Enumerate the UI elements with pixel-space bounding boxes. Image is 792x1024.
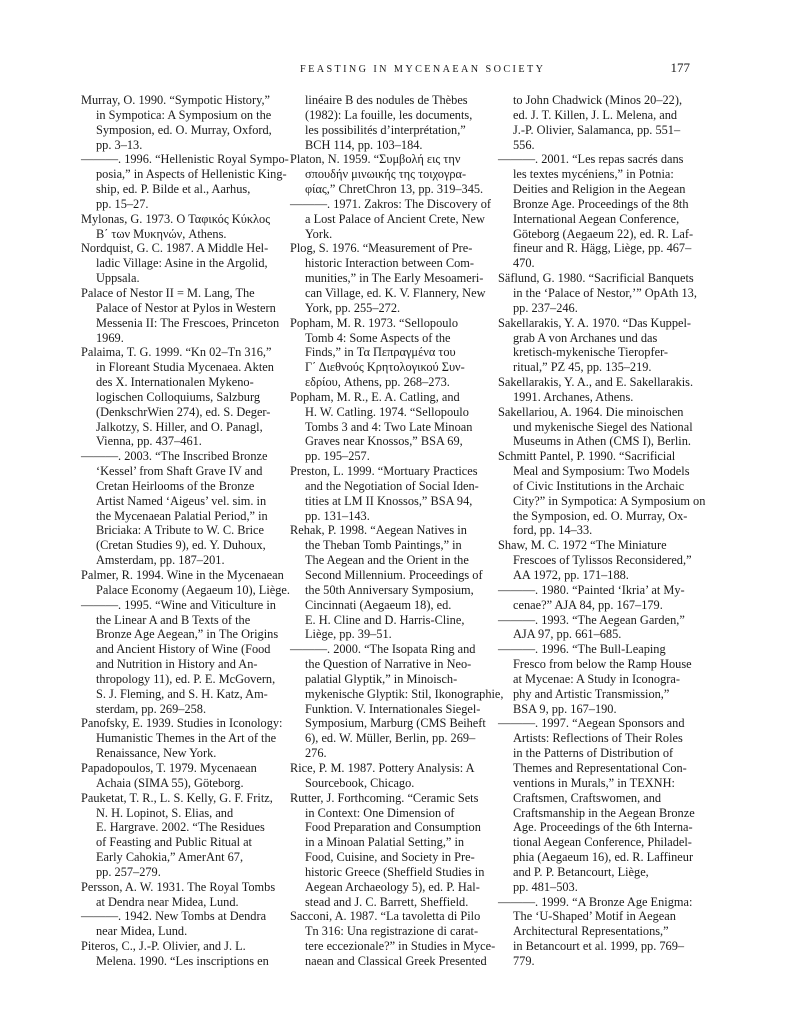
bibliography-entry — [290, 790, 511, 910]
bibliography-entry — [498, 612, 719, 643]
entry-line: munities,” in The Early Mesoameri- — [305, 271, 484, 286]
bibliography-entry — [290, 464, 511, 523]
bibliography-entry — [498, 894, 719, 969]
entry-line: cenae?” AJA 84, pp. 167–179. — [513, 597, 663, 612]
entry-line: Plog, S. 1976. “Measurement of Pre- — [290, 241, 473, 256]
entry-line: φίας,” ChretChron 13, pp. 319–345. — [305, 182, 484, 197]
entry-line: und mykenische Siegel des National — [513, 419, 693, 434]
bibliography-entry — [290, 523, 511, 642]
entry-line: phia (Aegaeum 16), ed. R. Laffineur — [513, 850, 694, 865]
entry-line: Papadopoulos, T. 1979. Mycenaean — [81, 760, 257, 775]
bibliography-entry — [290, 152, 511, 197]
bibliography-entry — [290, 642, 511, 761]
entry-line: Deities and Religion in the Aegean — [513, 182, 686, 197]
entry-line: E. H. Cline and D. Harris-Cline, — [305, 612, 465, 627]
entry-line: pp. 257–279. — [96, 864, 161, 879]
entry-line: Schmitt Pantel, P. 1990. “Sacrificial — [498, 449, 676, 464]
entry-line: ———. 1996. “Hellenistic Royal Sympo- — [81, 152, 289, 167]
bibliography-column-left — [81, 93, 302, 969]
entry-line: Säflund, G. 1980. “Sacrificial Banquets — [498, 271, 694, 286]
entry-line: near Midea, Lund. — [96, 924, 188, 939]
bibliography-entry — [498, 375, 719, 405]
entry-line: Early Cahokia,” AmerAnt 67, — [96, 850, 244, 865]
entry-line: pp. 3–13. — [96, 137, 143, 152]
entry-line: in Context: One Dimension of — [305, 805, 455, 820]
bibliography-entry — [498, 152, 719, 271]
entry-line: 1969. — [96, 330, 124, 345]
entry-line: and Ancient History of Wine (Food — [96, 642, 271, 657]
entry-line: historic Greece (Sheffield Studies in — [305, 864, 485, 879]
entry-line: ship, ed. P. Bilde et al., Aarhus, — [96, 182, 251, 197]
entry-line: Sakellarakis, Y. A. 1970. “Das Kuppel- — [498, 315, 692, 330]
entry-line: sterdam, pp. 269–258. — [96, 701, 207, 716]
bibliography-entry — [81, 597, 302, 717]
entry-line: mykenische Glyptik: Stil, Ikonographie, — [305, 686, 504, 701]
entry-line: Symposium, Marburg (CMS Beiheft — [305, 716, 486, 731]
entry-line: International Aegean Conference, — [513, 211, 680, 226]
entry-line: ritual,” PZ 45, pp. 135–219. — [513, 360, 652, 375]
bibliography-entry — [498, 271, 719, 316]
entry-line: in a Minoan Palatial Setting,” in — [305, 835, 465, 850]
entry-line: York, pp. 255–272. — [305, 300, 401, 315]
entry-line: Graves near Knossos,” BSA 69, — [305, 434, 463, 449]
entry-line: City?” in Sympotica: A Symposium on — [513, 493, 706, 508]
bibliography-entry — [81, 449, 302, 568]
bibliography-entry — [498, 315, 719, 375]
entry-line: ———. 1997. “Aegean Sponsors and — [498, 716, 685, 731]
entry-line: Meal and Symposium: Two Models — [513, 464, 690, 479]
entry-line: Architectural Representations,” — [513, 924, 669, 939]
entry-line: tities at LM II Knossos,” BSA 94, — [305, 493, 473, 508]
entry-line: the Question of Narrative in Neo- — [305, 657, 472, 672]
entry-line: naean and Classical Greek Presented — [305, 953, 487, 968]
entry-line: BCH 114, pp. 103–184. — [305, 137, 423, 152]
bibliography-entry — [81, 241, 302, 286]
entry-line: and the Negotiation of Social Iden- — [305, 478, 479, 493]
entry-line: (Cretan Studies 9), ed. Y. Duhoux, — [96, 538, 266, 553]
entry-line: Craftsmanship in the Aegean Bronze — [513, 805, 695, 820]
entry-line: Palace of Nestor at Pylos in Western — [96, 300, 276, 315]
page-number: 177 — [670, 60, 690, 75]
entry-line: tere eccezionale?” in Studies in Myce- — [305, 939, 496, 954]
entry-line: εδρίου, Athens, pp. 268–273. — [305, 375, 450, 390]
bibliography-entry — [81, 879, 302, 910]
entry-line: AA 1972, pp. 171–188. — [513, 568, 629, 582]
entry-line: ———. 1995. “Wine and Viticulture in — [81, 597, 276, 612]
entry-line: ———. 2003. “The Inscribed Bronze — [81, 449, 268, 464]
entry-line: Food Preparation and Consumption — [305, 820, 481, 835]
bibliography-entry — [81, 760, 302, 791]
entry-line: Pauketat, T. R., L. S. Kelly, G. F. Fritz, — [81, 790, 273, 805]
entry-line: 470. — [513, 256, 535, 271]
entry-line: (DenkschrWien 274), ed. S. Deger- — [96, 404, 271, 419]
entry-line: Preston, L. 1999. “Mortuary Practices — [290, 464, 478, 479]
entry-line: les possibilités d’interprétation,” — [305, 122, 466, 137]
entry-line: Tomb 4: Some Aspects of the — [305, 330, 451, 345]
entry-line: ———. 1999. “A Bronze Age Enigma: — [498, 894, 693, 909]
bibliography-entry — [498, 716, 719, 894]
entry-line: ventions in Murals,” in TEXNH: — [513, 775, 675, 790]
entry-line: Cincinnati (Aegaeum 18), ed. — [305, 597, 452, 612]
entry-line: of Civic Institutions in the Archaic — [513, 478, 685, 493]
entry-line: Sacconi, A. 1987. “La tavoletta di Pilo — [290, 909, 481, 924]
bibliography-entry — [81, 716, 302, 761]
bibliography-entry — [81, 345, 302, 449]
entry-line: in Floreant Studia Mycenaea. Akten — [96, 360, 274, 375]
bibliography-entry — [81, 568, 302, 598]
bibliography-entry — [498, 449, 719, 538]
entry-line: 1991. Archanes, Athens. — [513, 389, 634, 404]
running-head — [300, 60, 690, 76]
entry-line: Palace of Nestor II = M. Lang, The — [81, 285, 255, 300]
entry-line: linéaire B des nodules de Thèbes — [305, 93, 468, 107]
entry-line: Palace Economy (Aegaeum 10), Liège. — [96, 582, 290, 597]
entry-line: les textes mycéniens,” in Potnia: — [513, 167, 674, 182]
entry-line: the Linear A and B Texts of the — [96, 612, 251, 627]
entry-line: Shaw, M. C. 1972 “The Miniature — [498, 538, 667, 553]
entry-line: Frescoes of Tylissos Reconsidered,” — [513, 553, 692, 568]
bibliography-column-right — [498, 93, 719, 969]
entry-line: BSA 9, pp. 167–190. — [513, 701, 617, 716]
bibliography-entry — [498, 642, 719, 716]
bibliography-column-middle — [290, 93, 511, 969]
entry-line: Artists: Reflections of Their Roles — [513, 731, 683, 746]
entry-line: The Aegean and the Orient in the — [305, 553, 469, 568]
bibliography-entry — [513, 93, 719, 152]
bibliography-entry — [81, 939, 302, 969]
entry-line: Mylonas, G. 1973. Ο Ταφικός Κύκλος — [81, 211, 271, 226]
entry-line: ———. 2001. “Les repas sacrés dans — [498, 152, 684, 167]
entry-line: Bronze Age. Proceedings of the 8th — [513, 196, 689, 211]
entry-line: at Mycenae: A Study in Iconogra- — [513, 671, 680, 686]
entry-line: Museums in Athen (CMS I), Berlin. — [513, 434, 691, 449]
entry-line: Briciaka: A Tribute to W. C. Brice — [96, 523, 265, 538]
bibliography-entry — [290, 389, 511, 464]
entry-line: Sakellariou, A. 1964. Die minoischen — [498, 404, 684, 419]
entry-line: Symposion, ed. O. Murray, Oxford, — [96, 122, 272, 137]
bibliography-entry — [290, 909, 511, 968]
entry-line: σπουδήν μινωικής της τοιχογρα- — [305, 167, 467, 182]
bibliography-entry — [81, 152, 302, 211]
entry-line: Themes and Representational Con- — [513, 760, 687, 775]
entry-line: Liège, pp. 39–51. — [305, 627, 392, 642]
entry-line: at Dendra near Midea, Lund. — [96, 894, 239, 909]
entry-line: 6), ed. W. Müller, Berlin, pp. 269– — [305, 731, 476, 746]
entry-line: AJA 97, pp. 661–685. — [513, 627, 622, 642]
bibliography-entry — [81, 909, 302, 939]
entry-line: Uppsala. — [96, 271, 140, 286]
entry-line: Palmer, R. 1994. Wine in the Mycenaean — [81, 568, 284, 582]
entry-line: in Betancourt et al. 1999, pp. 769– — [513, 939, 685, 954]
entry-line: logischen Colloquiums, Salzburg — [96, 389, 261, 404]
entry-line: Β΄ των Μυκηνών, Athens. — [96, 226, 227, 241]
bibliography-entry — [81, 93, 302, 152]
entry-line: palatial Glyptik,” in Minoisch- — [305, 671, 458, 686]
entry-line: the Mycenaean Palatial Period,” in — [96, 508, 268, 523]
bibliography-entry — [290, 760, 511, 791]
bibliography-entry — [81, 790, 302, 880]
entry-line: Palaima, T. G. 1999. “Kn 02–Tn 316,” — [81, 345, 272, 360]
entry-line: ———. 1971. Zakros: The Discovery of — [290, 196, 492, 211]
entry-line: Rutter, J. Forthcoming. “Ceramic Sets — [290, 790, 479, 805]
bibliography-entry — [290, 315, 511, 390]
entry-line: The ‘U-Shaped’ Motif in Aegean — [513, 909, 676, 924]
entry-line: (1982): La fouille, les documents, — [305, 107, 473, 122]
entry-line: Amsterdam, pp. 187–201. — [96, 553, 225, 568]
bibliography-entry — [81, 211, 302, 242]
entry-line: Vienna, pp. 437–461. — [96, 434, 202, 449]
entry-line: ———. 1993. “The Aegean Garden,” — [498, 612, 685, 627]
entry-line: H. W. Catling. 1974. “Sellopoulo — [305, 404, 469, 419]
entry-line: tional Aegean Conference, Philadel- — [513, 835, 692, 850]
entry-line: S. J. Fleming, and S. H. Katz, Am- — [96, 686, 268, 701]
entry-line: Food, Cuisine, and Society in Pre- — [305, 850, 475, 865]
entry-line: ———. 2000. “The Isopata Ring and — [290, 642, 476, 657]
entry-line: Second Millennium. Proceedings of — [305, 568, 483, 582]
entry-line: a Lost Palace of Ancient Crete, New — [305, 211, 485, 226]
bibliography-entry — [290, 241, 511, 315]
entry-line: Persson, A. W. 1931. The Royal Tombs — [81, 879, 276, 894]
entry-line: Rice, P. M. 1987. Pottery Analysis: A — [290, 760, 475, 775]
entry-line: ———. 1980. “Painted ‘Ikria’ at My- — [498, 582, 685, 597]
entry-line: and P. P. Betancourt, Liège, — [513, 864, 649, 879]
entry-line: Göteborg (Aegaeum 22), ed. R. Laf- — [513, 226, 694, 241]
entry-line: Achaia (SIMA 55), Göteborg. — [96, 775, 244, 790]
entry-line: of Feasting and Public Ritual at — [96, 835, 252, 850]
entry-line: the Theban Tomb Paintings,” in — [305, 538, 462, 553]
entry-line: Popham, M. R., E. A. Catling, and — [290, 389, 460, 404]
entry-line: 779. — [513, 953, 535, 968]
entry-line: in the Patterns of Distribution of — [513, 746, 674, 761]
bibliography-entry — [498, 538, 719, 583]
entry-line: kretisch-mykenische Tieropfer- — [513, 345, 669, 360]
entry-line: Artist Named ‘Aigeus’ vel. sim. in — [96, 493, 267, 508]
entry-line: Murray, O. 1990. “Sympotic History,” — [81, 93, 271, 107]
entry-line: Messenia II: The Frescoes, Princeton — [96, 315, 280, 330]
entry-line: Fresco from below the Ramp House — [513, 657, 692, 672]
entry-line: York. — [305, 226, 333, 241]
bibliography-entry — [290, 196, 511, 242]
bibliography-entry — [81, 285, 302, 345]
entry-line: Nordquist, G. C. 1987. A Middle Hel- — [81, 241, 269, 256]
entry-line: Humanistic Themes in the Art of the — [96, 731, 277, 746]
entry-line: ed. J. T. Killen, J. L. Melena, and — [513, 107, 678, 122]
entry-line: historic Interaction between Com- — [305, 256, 474, 271]
entry-line: posia,” in Aspects of Hellenistic King- — [96, 167, 287, 182]
entry-line: des X. Internationalen Mykeno- — [96, 375, 254, 390]
entry-line: Rehak, P. 1998. “Aegean Natives in — [290, 523, 467, 538]
entry-line: phy and Artistic Transmission,” — [513, 686, 670, 701]
entry-line: Age. Proceedings of the 6th Interna- — [513, 820, 693, 835]
entry-line: Sakellarakis, Y. A., and E. Sakellarakis. — [498, 375, 694, 390]
entry-line: E. Hargrave. 2002. “The Residues — [96, 820, 265, 835]
entry-line: to John Chadwick (Minos 20–22), — [513, 93, 683, 107]
entry-line: Tn 316: Una registrazione di carat- — [305, 924, 479, 939]
running-title: FEASTING IN MYCENAEAN SOCIETY — [300, 64, 546, 75]
entry-line: 276. — [305, 746, 327, 761]
entry-line: pp. 195–257. — [305, 449, 370, 464]
entry-line: the Symposion, ed. O. Murray, Ox- — [513, 508, 688, 523]
entry-line: ladic Village: Asine in the Argolid, — [96, 256, 268, 271]
entry-line: in Sympotica: A Symposium on the — [96, 107, 272, 122]
entry-line: ———. 1942. New Tombs at Dendra — [81, 909, 267, 924]
bibliography-entry — [305, 93, 511, 152]
entry-line: Popham, M. R. 1973. “Sellopoulo — [290, 315, 459, 330]
entry-line: Melena. 1990. “Les inscriptions en — [96, 953, 269, 968]
entry-line: pp. 481–503. — [513, 879, 578, 894]
entry-line: Platon, N. 1959. “Συμβολή εις την — [290, 152, 461, 167]
entry-line: pp. 15–27. — [96, 196, 149, 211]
entry-line: pp. 131–143. — [305, 508, 370, 523]
entry-line: grab A von Archanes und das — [513, 330, 658, 345]
entry-line: Finds,” in Τα Πεπραγμένα του — [305, 345, 456, 360]
entry-line: pp. 237–246. — [513, 300, 578, 315]
entry-line: Tombs 3 and 4: Two Late Minoan — [305, 419, 473, 434]
entry-line: Jalkotzy, S. Hiller, and O. Panagl, — [96, 419, 263, 434]
entry-line: Bronze Age Aegean,” in The Origins — [96, 627, 279, 642]
entry-line: Cretan Heirlooms of the Bronze — [96, 478, 255, 493]
entry-line: Funktion. V. Internationales Siegel- — [305, 701, 481, 716]
entry-line: N. H. Lopinot, S. Elias, and — [96, 805, 234, 820]
entry-line: ‘Kessel’ from Shaft Grave IV and — [96, 464, 263, 479]
entry-line: 556. — [513, 137, 535, 152]
entry-line: Γ΄ Διεθνούς Κρητολογικού Συν- — [305, 360, 465, 375]
entry-line: Renaissance, New York. — [96, 746, 217, 761]
entry-line: Craftsmen, Craftswomen, and — [513, 790, 662, 805]
entry-line: Piteros, C., J.-P. Olivier, and J. L. — [81, 939, 246, 954]
entry-line: fineur and R. Hägg, Liège, pp. 467– — [513, 241, 692, 256]
entry-line: in the ‘Palace of Nestor,’” OpAth 13, — [513, 285, 697, 300]
entry-line: Panofsky, E. 1939. Studies in Iconology: — [81, 716, 283, 731]
entry-line: the 50th Anniversary Symposium, — [305, 582, 474, 597]
entry-line: J.-P. Olivier, Salamanca, pp. 551– — [513, 122, 681, 137]
entry-line: Aegean Archaeology 5), ed. P. Hal- — [305, 879, 480, 894]
entry-line: can Village, ed. K. V. Flannery, New — [305, 285, 486, 300]
entry-line: ford, pp. 14–33. — [513, 523, 593, 538]
bibliography-entry — [498, 582, 719, 613]
bibliography-entry — [498, 404, 719, 450]
entry-line: stead and J. C. Barrett, Sheffield. — [305, 894, 469, 909]
entry-line: thropology 11), ed. P. E. McGovern, — [96, 671, 276, 686]
entry-line: Sourcebook, Chicago. — [305, 775, 415, 790]
entry-line: and Nutrition in History and An- — [96, 657, 258, 672]
entry-line: ———. 1996. “The Bull-Leaping — [498, 642, 666, 657]
